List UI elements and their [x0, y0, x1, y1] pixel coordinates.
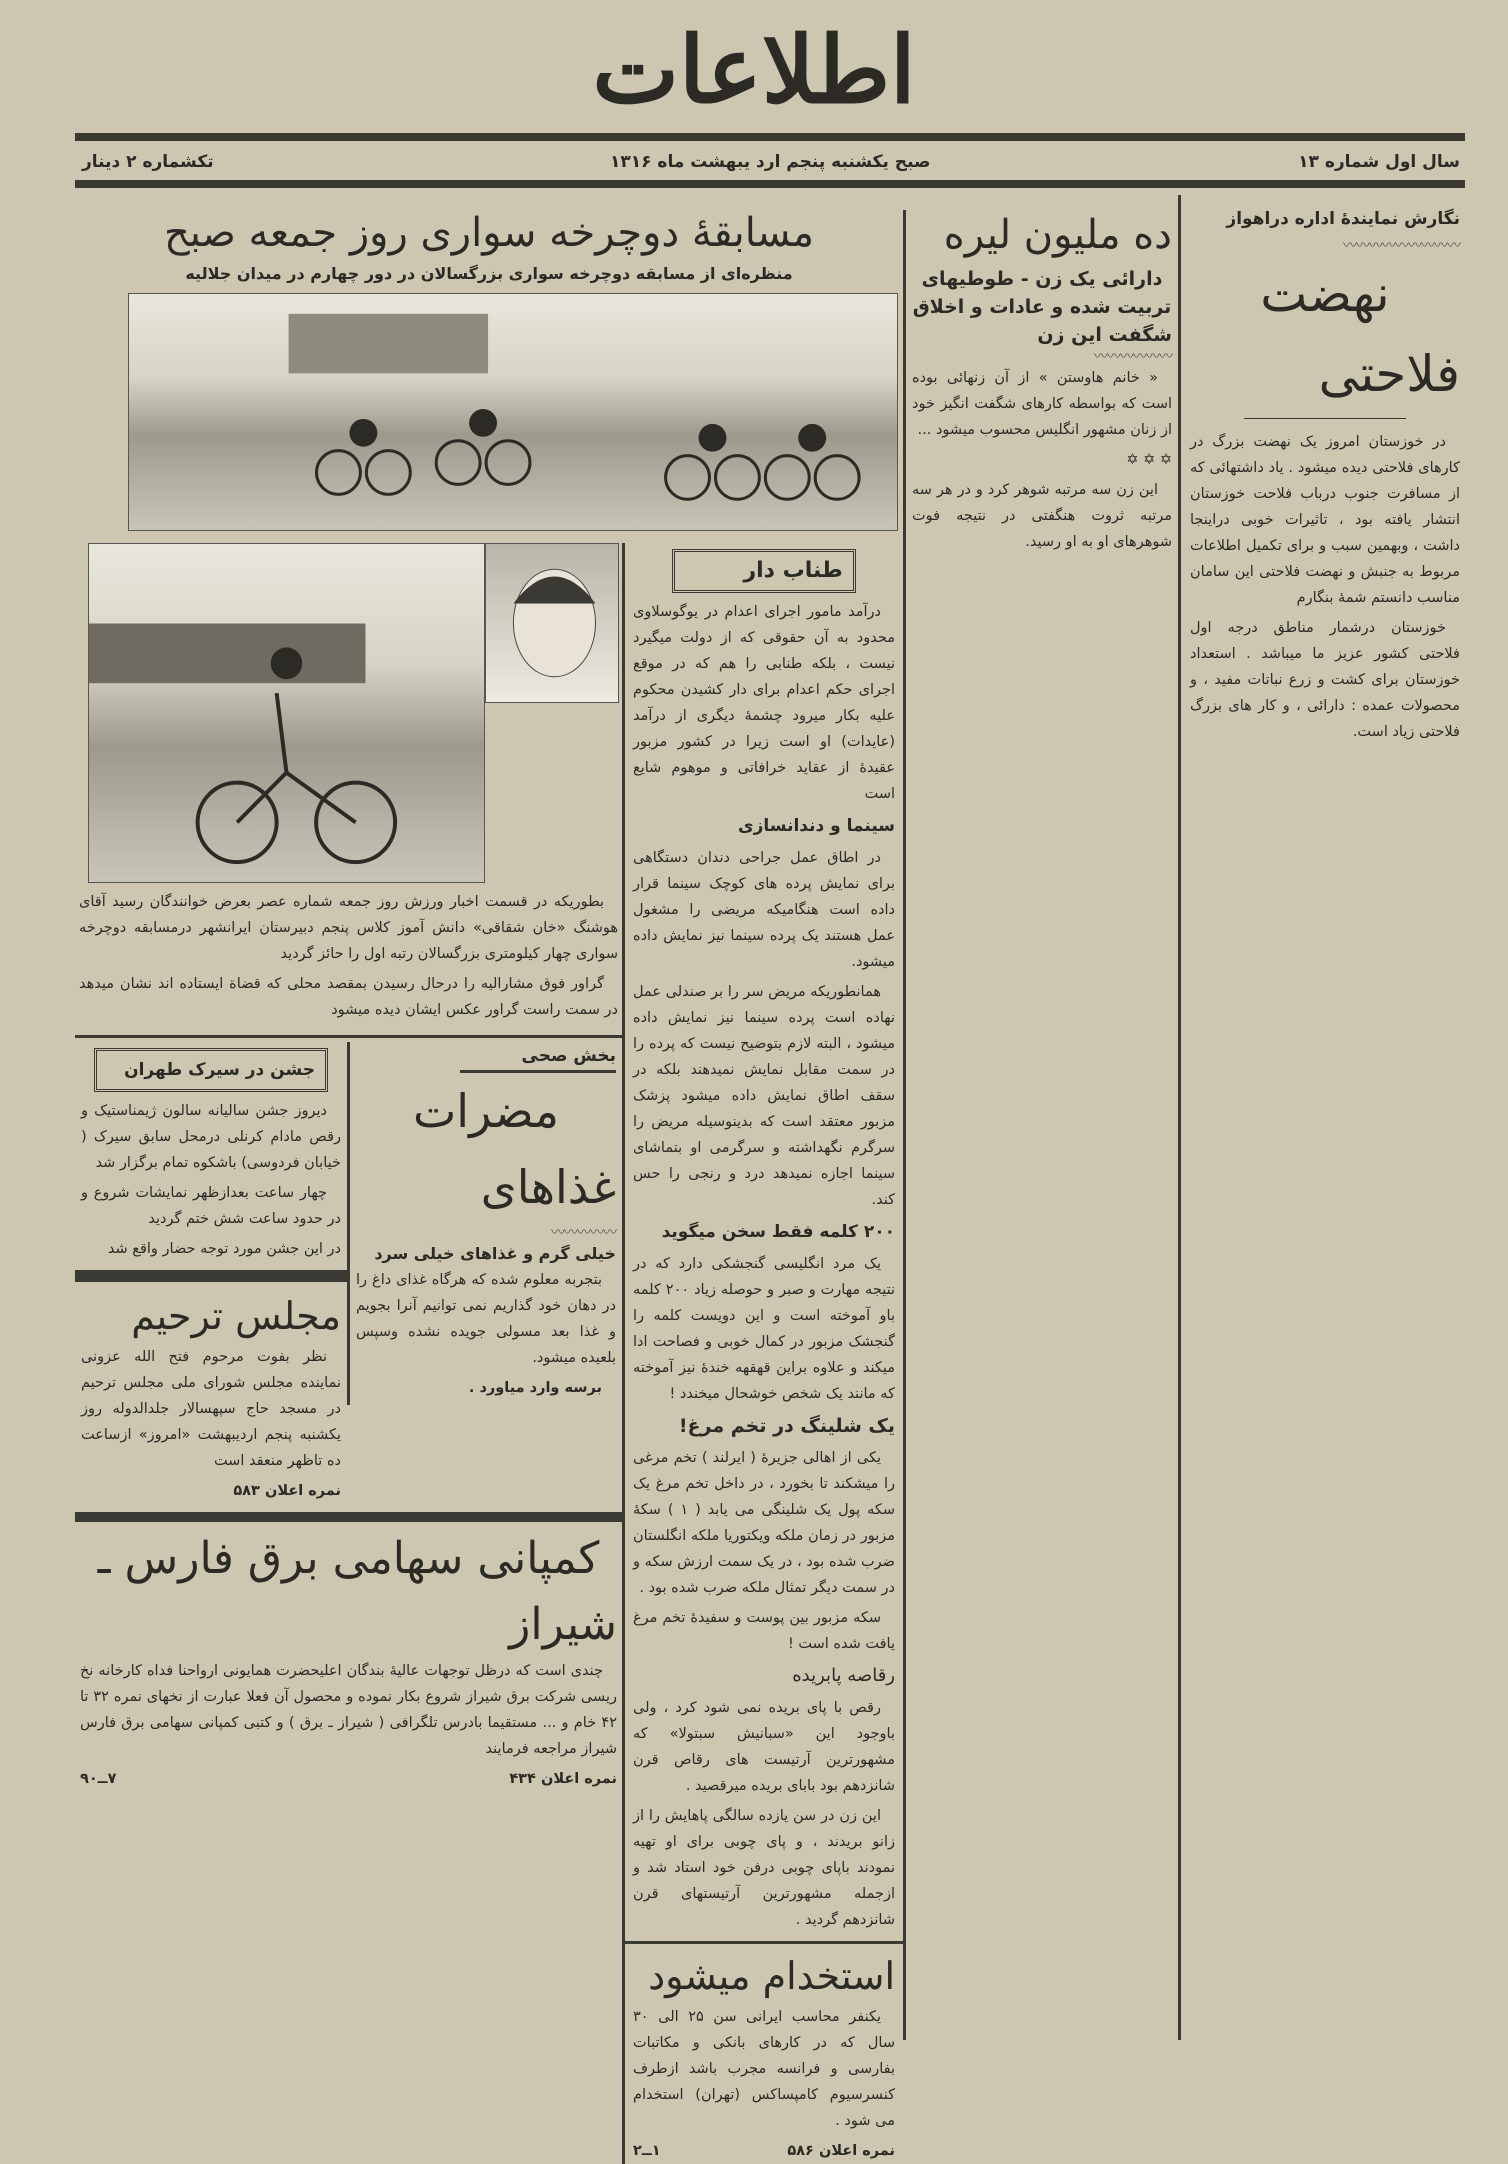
photo-portrait	[485, 543, 619, 703]
article-paragraph: در خوزستان امروز یک نهضت بزرگ در کارهای فلاحتی دیده میشود . یاد داشتهائی که از مسافرت جنوب درباب فلاحت خوزستان انتشار یافته بود ، تاثیرات خوبی دراینجا داشت ، وبهمین سبب و برای تکمیل اطلاعات مربوط به جنبش و نهضت فلاحتی این سامان مناسب دانستم شمهٔ بنگارم	[1190, 434, 1460, 606]
article-subtitle: منظره‌ای از مسابقه دوچرخه سواری بزرگسالان در دور چهارم در میدان جلالیه	[185, 264, 793, 283]
left-region	[75, 205, 903, 2164]
ad-number: نمره اعلان ۵۸۶	[787, 2143, 895, 2159]
wavy-divider: 〰〰〰〰〰	[551, 1225, 616, 1241]
article-paragraph: دیروز جشن سالیانه سالون ژیمناستیک و رقص مادام کرنلی درمحل سابق سیرک ( خیابان فردوسی) باشکوه تمام برگزار شد	[81, 1103, 341, 1171]
article-paragraph: همانطوریکه مریض سر را بر صندلی عمل نهاده است پرده سینما نیز نمایش داده میشود ، البته لازم بتوضیح نیست که پرده را در سمت مقابل نمایش نمیدهند بلکه در سقف اطاق نمایش داده میشود پزشک مزبور معتقد است که بدینوسیله مریض را سرگرم نگهداشته و سرگرمی او بتماشای سینما اجازه نمیدهد درد و رنجی را حس کند.	[633, 984, 895, 1208]
article-cycling	[75, 205, 903, 287]
article-paragraph: یک مرد انگلیسی گنجشکی دارد که در نتیجه مهارت و صبر و حوصله زیاد ۲۰۰ کلمه باو آموخته است و این دویست کلمه را گنجشک مزبور در کمال خوبی و فصاحت ادا میکند و علاوه براین قهقهه خندهٔ نیز آموخته که مانند یک شخص خوشحال میخندد !	[633, 1256, 895, 1402]
article-kicker: بخش صحی	[460, 1042, 616, 1073]
article-paragraph: درآمد مامور اجرای اعدام در یوگوسلاوی محدود به آن حقوقی که از دولت میگیرد نیست ، بلکه طنابی را هم که در موقع اجرای حکم اعدام برای دار کشیدن محکوم علیه بکار میرود چشمهٔ دیگری از درآمد (عایدات) او است زیرا در کشور مزبور عقیدهٔ از عقاید خرافاتی و موهوم شایع است	[633, 604, 895, 802]
section-rule	[625, 1941, 903, 1944]
caption-paragraph: گراور فوق مشارالیه را درحال رسیدن بمقصد محلی که قضاة ایستاده اند نشان میدهد در سمت راست گراور عکس ایشان دیده میشود	[79, 976, 618, 1018]
ad-number: نمره اعلان ۴۳۴	[509, 1771, 617, 1787]
article-paragraph: رقص با پای بریده نمی شود کرد ، ولی باوجود این «سبانیش سبتولا» که مشهورترین آرتیست های رقاص قرن شانزدهم بود بابای بریده میرقصید .	[633, 1700, 895, 1794]
masthead-title: اطلاعات	[592, 16, 916, 124]
article-title: ده ملیون لیره	[943, 212, 1172, 258]
notice-body: نظر بفوت مرحوم فتح الله عزونی نماینده مجلس شورای ملی مجلس ترحیم در مسجد حاج سپهسالار جلدالدوله روز یکشنبه پنجم اردیبهشت «امروز» ازساعت ده تاظهر منعقد است	[81, 1349, 341, 1469]
article-title: ۲۰۰ کلمه فقط سخن میگوید	[661, 1222, 895, 1242]
issue-date: صبح یکشنبه پنجم ارد یبهشت ماه ۱۳۱۶	[610, 152, 931, 172]
article-paragraph: در این جشن مورد توجه حضار واقع شد	[107, 1241, 341, 1257]
photo-winning-cyclist	[88, 543, 485, 883]
notice-memorial	[81, 1288, 341, 1504]
article-paragraph: چهار ساعت بعدازظهر نمایشات شروع و در حدود ساعت شش ختم گردید	[81, 1185, 341, 1227]
photo-cycling-race	[128, 293, 898, 531]
column-short-news	[622, 543, 903, 2164]
article-health	[347, 1042, 622, 1405]
article-title: سینما و دندانسازی	[738, 816, 895, 836]
ad-hiring	[633, 1948, 895, 2164]
article-title: مضرات غذاهای	[413, 1084, 616, 1214]
wavy-divider: 〰〰〰〰〰〰〰〰〰	[1343, 238, 1460, 254]
article-paragraph: خوزستان درشمار مناطق درجه اول فلاحتی کشور عزیز ما میباشد . استعداد خوزستان برای کشت و زرع نباتات مفید ، و محصولات عمده : دارائی ، و کار های بزرگ فلاحتی زیاد است.	[1190, 620, 1460, 740]
article-khuzestan	[1190, 200, 1460, 749]
lower-left-row	[75, 543, 903, 2164]
wavy-divider: 〰〰〰〰〰〰	[1094, 349, 1172, 365]
ad-run: ۷ــ۹۰	[80, 1771, 117, 1787]
article-kicker: نگارش نمایندهٔ اداره دراهواز	[1226, 209, 1460, 229]
divider	[1244, 418, 1406, 419]
article-circus	[81, 1048, 341, 1262]
article-subtitle: خیلی گرم و غذاهای خیلی سرد	[374, 1244, 616, 1263]
bicycle-riders-illustration	[129, 294, 897, 530]
photo-group	[75, 543, 622, 883]
article-ten-million-lira	[912, 205, 1172, 559]
ad-run: ۱ــ۲	[633, 2143, 661, 2159]
column-divider	[1178, 195, 1181, 2040]
section-rule	[75, 1035, 622, 1038]
ad-body: چندی است که درظل توجهات عالیهٔ بندگان اعلیحضرت همایونی ارواحنا فداه کارخانه نخ ریسی شرکت برق شیراز شروع بکار نموده و محصول آن فعلا عبارت از نخهای نمره ۳۲ تا ۴۲ خام و ... مستقیما بادرس تلگرافی ( شیراز ـ برق ) و کتبی کمپانی سهامی برق فارس شیراز مراجعه فرمایند	[80, 1663, 617, 1757]
article-paragraph: « خانم هاوستن » از آن زنهائی بوده است که بواسطه کارهای شگفت انگیز خود از زنان مشهور انگلیس محسوب میشود ...	[912, 370, 1172, 438]
info-rule	[75, 180, 1465, 188]
portrait-face-illustration	[486, 544, 618, 702]
article-title: رقاصه پابریده	[792, 1665, 895, 1686]
caption-paragraph: بطوریکه در قسمت اخبار ورزش روز جمعه شماره عصر بعرض خوانندگان رسید آقای هوشنگ «خان شقاقی» دانش آموز کلاس پنجم دبیرستان ایرانشهر درمسابقه دوچرخه سواری چهار کیلومتری بزرگسالان رتبه اول را حائز گردید	[79, 894, 618, 962]
article-paragraph: در اطاق عمل جراحی دندان دستگاهی برای نمایش پرده های کوچک سینما قرار داده است هنگامیکه مریضی را مشغول عمل هستند یک پرده سینما نیز نمایش داده میشود.	[633, 850, 895, 970]
section-rule	[75, 1512, 622, 1522]
article-paragraph: این زن سه مرتبه شوهر کرد و در هر سه مرتبه ثروت هنگفتی در نتیجه فوت شوهرهای او به او رسید.	[912, 482, 1172, 550]
ad-title: کمپانی سهامی برق فارس ـ شیراز	[97, 1533, 617, 1650]
column-divider	[903, 210, 906, 2040]
star-separator: ✡ ✡ ✡	[1126, 452, 1172, 468]
ad-title: استخدام میشود	[648, 1954, 895, 1998]
article-title: مسابقهٔ دوچرخه سواری روز جمعه صبح	[163, 210, 815, 256]
cyclist-illustration	[89, 544, 484, 882]
article-title: یک شلینگ در تخم مرغ!	[678, 1415, 895, 1437]
issue-number: سال اول شماره ۱۳	[1298, 152, 1460, 172]
article-paragraph: یکی از اهالی جزیرهٔ ( ایرلند ) تخم مرغی را میشکند تا بخورد ، در داخل تخم مرغ یک سکه پول یک شلینگی می یابد ( ۱ ) سکهٔ مزبور در زمان ملکه ویکتوریا ملکه انگلستان ضرب شده بود ، در یک سمت ارزش سکه و در سمت دیگر تمثال ملکه ضرب شده بود .	[633, 1450, 895, 1596]
ad-body: یکنفر محاسب ایرانی سن ۲۵ الی ۳۰ سال که در کارهای بانکی و مکاتبات بفارسی و فرانسه مجرب باشد ازطرف کنسرسیوم کامپساکس (تهران) استخدام می شود .	[633, 2009, 895, 2129]
article-title: جشن در سیرک طهران	[94, 1048, 328, 1092]
photo-caption	[75, 883, 622, 1031]
article-paragraph: این زن در سن یازده سالگی پاهایش را از زانو بریدند ، و پای چوبی برای او تهیه نمودند باپای چوبی درفن خود استاد شد و ازجمله مشهورترین آرتیستهای قرن شانزدهم گردید .	[633, 1808, 895, 1928]
article-paragraph: بتجربه معلوم شده که هرگاه غذای داغ را در دهان خود گذاریم نمی توانیم آنرا بجویم و غذا بعد مسولی جویده نشده وسپس بلعیده میشود.	[356, 1272, 616, 1366]
section-rule	[75, 1270, 347, 1282]
article-paragraph: برسه وارد میاورد .	[468, 1380, 602, 1396]
issue-price: تکشماره ۲ دینار	[82, 152, 214, 172]
notice-title: مجلس ترحیم	[131, 1294, 341, 1338]
bottom-columns	[75, 1042, 622, 1504]
masthead-rule	[75, 133, 1465, 141]
ad-electric-company	[75, 1526, 622, 1792]
ad-number: نمره اعلان ۵۸۳	[233, 1483, 341, 1499]
article-paragraph: سکه مزبور بین پوست و سفیدهٔ تخم مرغ یافت شده است !	[633, 1610, 895, 1652]
left-lower-block	[75, 543, 622, 1792]
article-title: نهضت فلاحتی	[1260, 265, 1460, 403]
article-title: طناب دار	[672, 549, 855, 593]
circus-memorial-column	[75, 1042, 347, 1504]
article-subtitle: دارائی یک زن - طوطیهای تربیت شده و عادات و اخلاق شگفت این زن	[912, 268, 1172, 346]
